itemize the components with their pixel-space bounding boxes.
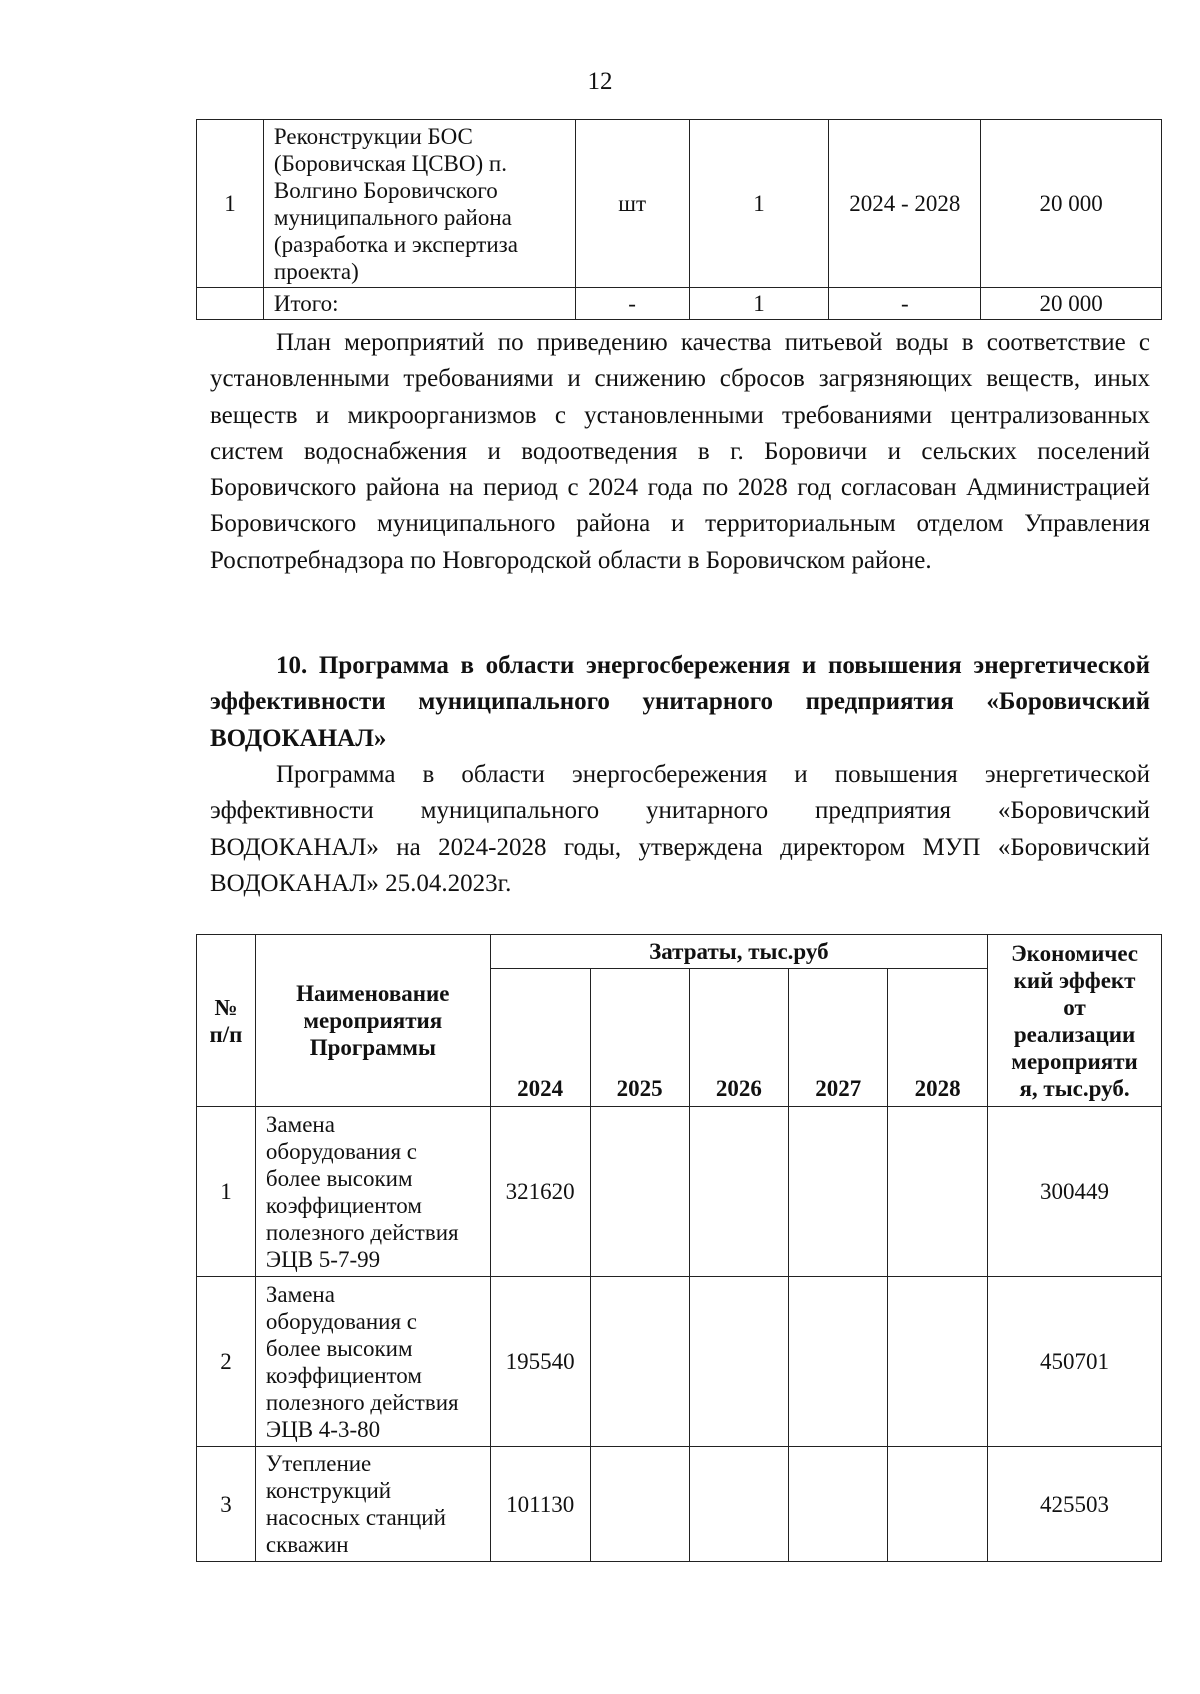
unit-cell: шт (575, 120, 689, 288)
cost-2024: 195540 (490, 1277, 590, 1447)
cost-2026 (689, 1447, 789, 1562)
header-num: № п/п (197, 935, 256, 1107)
cost-2028 (888, 1277, 988, 1447)
table-row (197, 1107, 1162, 1277)
cost-2026 (689, 1277, 789, 1447)
page-number: 12 (587, 68, 613, 95)
period-cell: 2024 - 2028 (829, 120, 981, 288)
table-row (197, 120, 1162, 288)
header-row (197, 935, 1162, 969)
header-name: Наименование мероприятия Программы (255, 935, 490, 1107)
measure-name: Утепление конструкций насосных станций скважин (255, 1447, 490, 1562)
cost-cell: 20 000 (981, 288, 1162, 320)
qty-cell: 1 (689, 120, 829, 288)
row-number: 2 (197, 1277, 256, 1447)
header-costs: Затраты, тыс.руб (490, 935, 987, 969)
header-year-2028: 2028 (888, 969, 988, 1107)
table-row (197, 1277, 1162, 1447)
cost-2027 (789, 1107, 888, 1277)
period-cell: - (829, 288, 981, 320)
cost-2028 (888, 1107, 988, 1277)
effect-cell: 300449 (988, 1107, 1162, 1277)
energy-program-table (196, 934, 1162, 1562)
effect-cell: 450701 (988, 1277, 1162, 1447)
row-number (197, 288, 264, 320)
qty-cell: 1 (689, 288, 829, 320)
header-year-2025: 2025 (590, 969, 689, 1107)
cost-2028 (888, 1447, 988, 1562)
cost-2025 (590, 1447, 689, 1562)
paragraph-program: Программа в области энергосбережения и повышения энергетической эффективности муниципального унитарного предприятия «Боровичский ВОДОКАНАЛ» на 2024-2028 годы, утверждена директором МУП «Боровичский ВОДОКАНАЛ» 25.04.2023г. (210, 761, 1150, 897)
cost-cell: 20 000 (981, 120, 1162, 288)
header-effect: Экономичес кий эффект от реализации мероприяти я, тыс.руб. (988, 935, 1162, 1107)
row-number: 1 (197, 1107, 256, 1277)
table-row (197, 1447, 1162, 1562)
header-year-2024: 2024 (490, 969, 590, 1107)
measures-table (196, 119, 1162, 320)
row-number: 1 (197, 120, 264, 288)
measure-name: Замена оборудования с более высоким коэффициентом полезного действия ЭЦВ 5-7-99 (255, 1107, 490, 1277)
effect-cell: 425503 (988, 1447, 1162, 1562)
section-heading: 10. Программа в области энергосбережения и повышения энергетической эффективности муниципального унитарного предприятия «Боровичский ВОДОКАНАЛ» (210, 652, 1150, 752)
cost-2025 (590, 1277, 689, 1447)
cost-2027 (789, 1447, 888, 1562)
unit-cell: - (575, 288, 689, 320)
paragraph-plan: План мероприятий по приведению качества питьевой воды в соответствие с установленными требованиями и снижению сбросов загрязняющих веществ, иных веществ и микроорганизмов с установленными требованиями централизованных систем водоснабжения и водоотведения в г. Боровичи и сельских поселений Боровичского района на период с 2024 года по 2028 год согласован Администрацией Боровичского муниципального района и территориальным отделом Управления Роспотребнадзора по Новгородской области в Боровичском районе. (210, 329, 1150, 574)
row-number: 3 (197, 1447, 256, 1562)
total-row (197, 288, 1162, 320)
cost-2027 (789, 1277, 888, 1447)
header-year-2026: 2026 (689, 969, 789, 1107)
cost-2025 (590, 1107, 689, 1277)
measure-name: Реконструкции БОС (Боровичская ЦСВО) п. Волгино Боровичского муниципального района (разработка и экспертиза проекта) (263, 120, 575, 288)
measure-name: Замена оборудования с более высоким коэффициентом полезного действия ЭЦВ 4-3-80 (255, 1277, 490, 1447)
cost-2026 (689, 1107, 789, 1277)
cost-2024: 321620 (490, 1107, 590, 1277)
header-year-2027: 2027 (789, 969, 888, 1107)
total-label: Итого: (263, 288, 575, 320)
cost-2024: 101130 (490, 1447, 590, 1562)
